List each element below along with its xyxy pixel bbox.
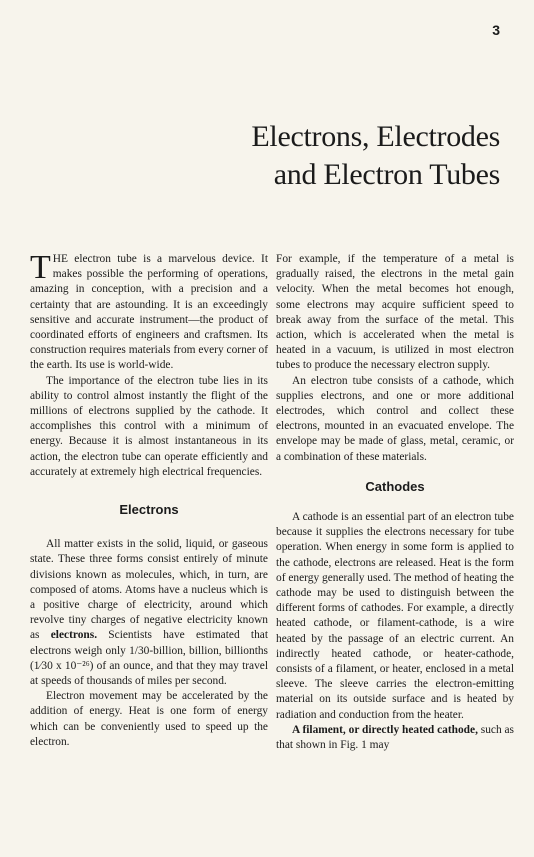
drop-cap: T bbox=[30, 249, 51, 286]
intro-text: HE electron tube is a marvelous device. It makes possible the performing of operations, amazing in conception, with a precision and a certainty that are astounding. It is an exceedingly sensitive and accurate instrument—the product of coordinated efforts of engineers and craftsmen. Its construction requires materials from every corner of the earth. Its use is world-wide. bbox=[30, 253, 268, 372]
filament-term: A filament, or directly heated cathode, bbox=[292, 723, 478, 736]
left-column bbox=[30, 249, 268, 750]
movement-paragraph: Electron movement may be accelerated by the addition of energy. Heat is one form of energy which can be conveniently used to speed up the electron. bbox=[30, 690, 268, 748]
electrons-term: electrons. bbox=[50, 629, 98, 642]
filament-paragraph bbox=[276, 723, 514, 753]
title-line-2: and Electron Tubes bbox=[273, 158, 500, 191]
section-heading-electrons: Electrons bbox=[119, 502, 179, 518]
page-title bbox=[120, 118, 500, 194]
page-number: 3 bbox=[492, 22, 500, 38]
filament-text: such as that shown in Fig. 1 may bbox=[276, 723, 514, 752]
matter-paragraph bbox=[30, 537, 268, 689]
example-paragraph: For example, if the temperature of a metal is gradually raised, the electrons in the metal gain velocity. When the metal becomes hot enough, some electrons may acquire sufficient speed to break away from the surface of the metal. This action, which is accelerated when the metal is heated in a vacuum, is utilized in most electron tubes to produce the necessary electron supply. bbox=[276, 253, 514, 372]
matter-text-a: All matter exists in the solid, liquid, or gaseous state. These three forms consist entirely of minute divisions known as molecules, which, in turn, are composed of atoms. Atoms have a nucleus which is a positive charge of electricity, around which revolve tiny charges of negative electricity known as bbox=[30, 538, 268, 642]
cathode-paragraph: A cathode is an essential part of an electron tube because it supplies the electrons necessary for tube operation. When energy in some form is applied to the cathode, electrons are released. Heat is the form of energy generally used. The method of heating the cathode may be used to distinguish between the different forms of cathodes. For example, a directly heated cathode, or filament-cathode, is a wire heated by the passage of an electric current. An indirectly heated cathode, or heater-cathode, consists of a filament, or heater, enclosed in a metal sleeve. The sleeve carries the electron-emitting material on its outside surface and is heated by radiation and conduction from the heater. bbox=[276, 511, 514, 721]
intro-paragraph bbox=[30, 249, 268, 374]
title-line-1: Electrons, Electrodes bbox=[251, 120, 500, 153]
section-heading-cathodes: Cathodes bbox=[365, 478, 425, 494]
tube-definition-paragraph: An electron tube consists of a cathode, which supplies electrons, and one or more additional electrodes, which control and collect these electrons, mounted in an evacuated envelope. The envelope may be made of glass, metal, ceramic, or a combination of these materials. bbox=[276, 374, 514, 463]
right-column bbox=[276, 252, 514, 753]
matter-text-b: Scientists have estimated that electrons weigh only 1/30-billion, billion, billionths (1⁄30 x 10⁻²⁶) of an ounce, and that they may travel at speeds of thousands of miles per second. bbox=[30, 629, 268, 688]
importance-paragraph: The importance of the electron tube lies in its ability to control almost instantly the flight of the millions of electrons supplied by the cathode. It accomplishes this control with a minimum of energy. Because it is almost instantaneous in its action, the electron tube can operate efficiently and accurately at extremely high electrical frequencies. bbox=[30, 374, 268, 478]
